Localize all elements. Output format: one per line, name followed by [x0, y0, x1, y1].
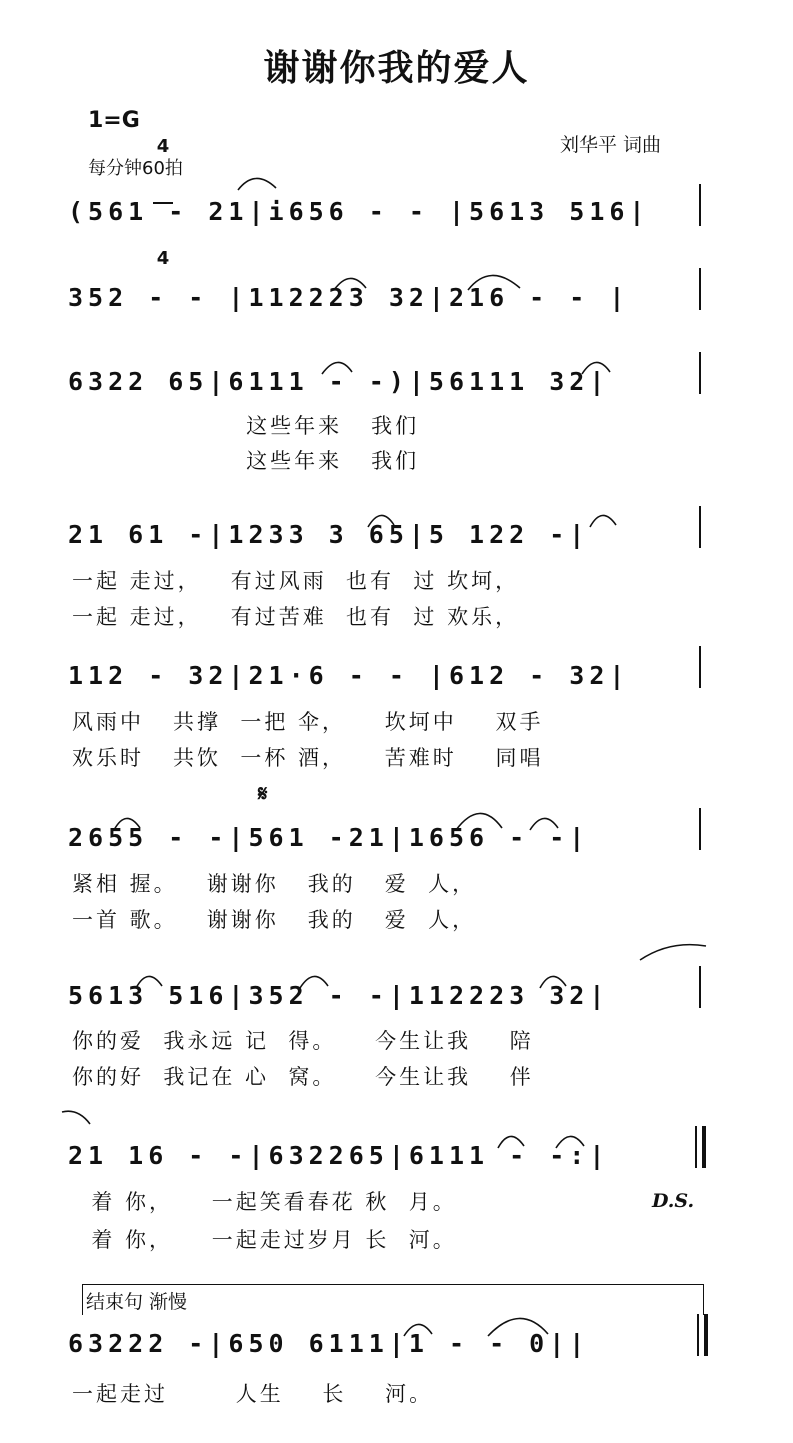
lyric-row-4-2: 一起 走过， 有过苦难 也有 过 欢乐，	[72, 605, 520, 629]
lyric-row-5-1: 风雨中 共撑 一把 伞， 坎坷中 双手	[72, 710, 544, 734]
lyric-row-7-1: 你的爱 我永远 记 得。 今生让我 陪	[72, 1029, 534, 1053]
author-credit: 刘华平 词曲	[560, 134, 662, 156]
slur-18	[404, 1324, 432, 1336]
slur-6	[368, 515, 394, 527]
notation-row-7: 5613 516|352 - -|112223 32|	[68, 981, 610, 1010]
notation-row-8: 21 16 - -|632265|6111 - -:|	[68, 1141, 610, 1170]
notation-row-5: 112 - 32|21·6 - - |612 - 32|	[68, 661, 630, 690]
lyric-row-4-1: 一起 走过， 有过风雨 也有 过 坎坷，	[72, 569, 520, 593]
notation-row-2: 352 - - |112223 32|216 - - |	[68, 283, 630, 312]
dal-segno-mark: D.S.	[652, 1190, 695, 1212]
notation-row-6: 2655 - -|561 -21|1656 - -|	[68, 823, 590, 852]
meter-bottom: 4	[156, 248, 170, 269]
slur-17	[62, 1111, 90, 1124]
slur-13	[540, 976, 566, 988]
slur-4	[322, 362, 352, 374]
key-signature: 1=G	[88, 108, 140, 133]
segno-sign: 𝄋	[258, 782, 268, 807]
lyric-row-3-1: 这些年来 我们	[72, 414, 420, 438]
slur-15	[498, 1136, 524, 1148]
slur-11	[136, 976, 162, 988]
slur-10	[530, 818, 558, 830]
slur-1	[238, 178, 276, 190]
lyric-row-8-2: 着 你， 一起走过岁月 长 河。	[72, 1228, 457, 1252]
ending-label: 结束句 渐慢	[86, 1291, 188, 1313]
notation-row-1: (561 - 21|i656 - - |5613 516|	[68, 197, 650, 226]
slur-12	[300, 976, 328, 988]
lyric-row-6-1: 紧相 握。 谢谢你 我的 爱 人，	[72, 872, 477, 896]
slur-8	[114, 818, 140, 830]
lyric-row-3-2: 这些年来 我们	[72, 449, 420, 473]
slur-19	[488, 1318, 548, 1336]
tempo-marking: 每分钟60拍	[88, 158, 183, 179]
slur-9	[456, 813, 502, 830]
meter-top: 4	[156, 136, 170, 157]
lyric-row-6-2: 一首 歌。 谢谢你 我的 爱 人，	[72, 908, 477, 932]
notation-row-3: 6322 65|6111 - -)|56111 32|	[68, 367, 610, 396]
slur-3	[468, 275, 520, 290]
notation-row-9: 63222 -|650 6111|1 - - 0||	[68, 1329, 590, 1358]
notation-row-4: 21 61 -|1233 3 65|5 122 -|	[68, 520, 590, 549]
slur-14	[640, 945, 706, 960]
slur-2	[334, 278, 366, 290]
song-title: 谢谢你我的爱人	[263, 47, 530, 89]
lyric-row-9-1: 一起走过 人生 长 河。	[72, 1382, 434, 1406]
lyric-row-5-2: 欢乐时 共饮 一杯 酒， 苦难时 同唱	[72, 746, 544, 770]
lyric-row-8-1: 着 你， 一起笑看春花 秋 月。	[72, 1190, 457, 1214]
slur-16	[556, 1136, 584, 1148]
slur-5	[582, 362, 610, 374]
slur-7	[590, 515, 616, 527]
lyric-row-7-2: 你的好 我记在 心 窝。 今生让我 伴	[72, 1065, 534, 1089]
